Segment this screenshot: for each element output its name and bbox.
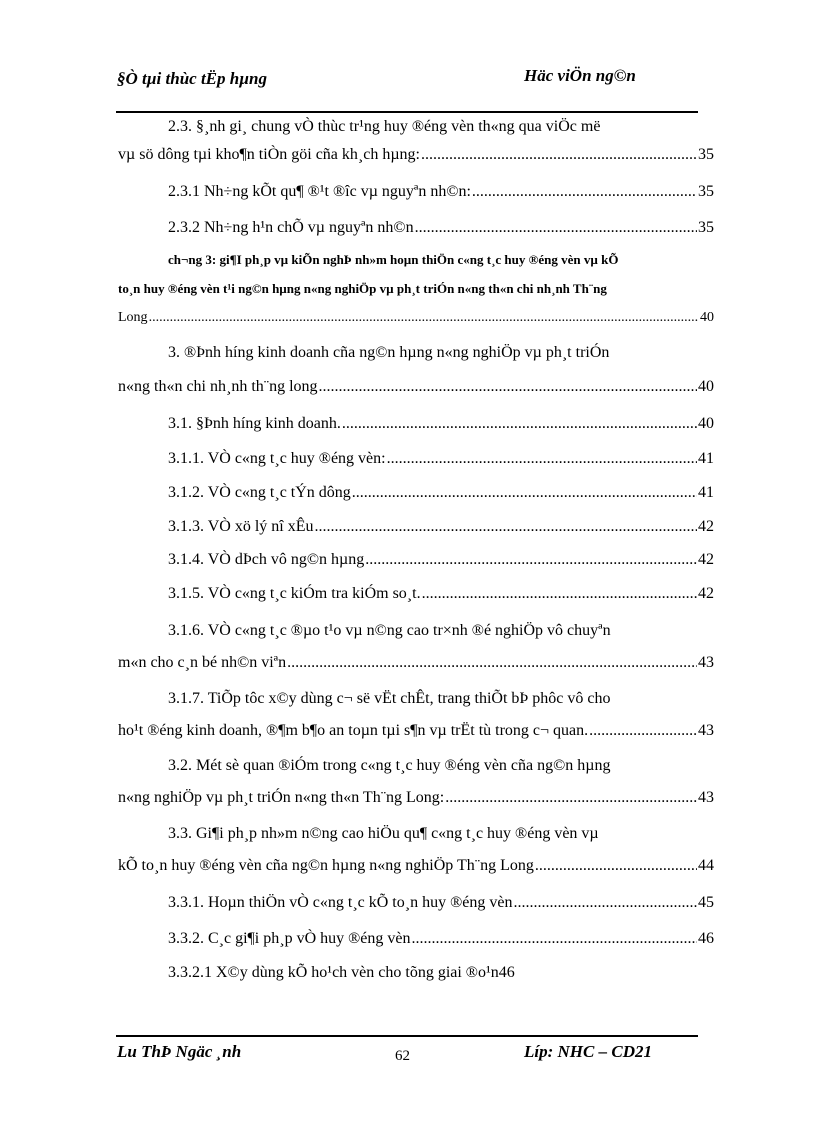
- toc-entry-text: 3.3.1. Hoµn thiÖn vÒ c«ng t¸c kÕ to¸n huy ®éng vèn: [168, 894, 513, 911]
- toc-leader: [513, 894, 697, 912]
- toc-entry-text: 3.1.5. VÒ c«ng t¸c kiÓm tra kiÓm so¸t.: [168, 585, 421, 602]
- toc-leader: [411, 930, 697, 948]
- toc-page-number: 41: [698, 450, 714, 467]
- toc-leader: [387, 450, 697, 468]
- footer-author: Lu ThÞ Ngäc ¸nh: [117, 1042, 242, 1061]
- toc-page-number: 41: [698, 484, 714, 501]
- toc-entry: [118, 757, 714, 817]
- toc-page-number: 40: [698, 378, 714, 395]
- toc-entry: [118, 894, 714, 912]
- toc-leader: [352, 484, 697, 502]
- toc-entry: [118, 825, 714, 885]
- toc-entry-text: 3.3. Gi¶i ph¸p nh»m n©ng cao hiÖu qu¶ c«ng t¸c huy ®éng vèn vµ: [168, 825, 599, 842]
- toc-entry: [118, 964, 714, 982]
- toc-page-number: 42: [698, 585, 714, 602]
- footer-rule: [116, 1035, 698, 1037]
- toc-entry: [118, 415, 714, 433]
- toc-entry: [118, 585, 714, 603]
- toc-entry: [118, 518, 714, 536]
- toc-leader: [319, 378, 697, 396]
- toc-entry: [118, 183, 714, 201]
- toc-page-number: 42: [698, 551, 714, 568]
- toc-entry-text: 3.3.2.1 X©y dùng kÕ ho¹ch vèn cho tõng giai ®o¹n46: [168, 964, 515, 981]
- toc-entry-text: to¸n huy ®éng vèn t¹i ng©n hµng n«ng nghiÖp vµ ph¸t triÓn n«ng th«n chi nh¸nh Th¨ng: [118, 281, 607, 296]
- toc-entry: [118, 344, 714, 406]
- toc-entry-text: 3.1.1. VÒ c«ng t¸c huy ®éng vèn:: [168, 450, 386, 467]
- toc-leader: [314, 518, 697, 536]
- toc-entry-text: 3.1.4. VÒ dÞch vô ng©n hµng: [168, 551, 365, 568]
- toc-page-number: 35: [698, 183, 714, 200]
- toc-leader: [472, 183, 697, 201]
- toc-entry-text: n«ng nghiÖp vµ ph¸t triÓn n«ng th«n Th¨ng Long:: [118, 789, 445, 806]
- toc-entry-text: 3.1.7. TiÕp tôc x©y dùng c¬ së vËt chÊt, trang thiÕt bÞ phôc vô cho: [168, 690, 611, 707]
- toc-entry: [118, 450, 714, 468]
- toc-page-number: 40: [700, 310, 714, 325]
- toc-page-number: 35: [698, 146, 714, 163]
- toc-leader: [422, 585, 697, 603]
- toc-leader: [149, 310, 699, 326]
- toc-entry-text: kÕ to¸n huy ®éng vèn cña ng©n hµng n«ng nghiÖp Th¨ng Long: [118, 857, 534, 874]
- toc-entry-text: 3. ®Þnh híng kinh doanh cña ng©n hµng n«ng nghiÖp vµ ph¸t triÓn: [168, 344, 610, 361]
- toc-entry: [118, 118, 714, 174]
- toc-leader: [421, 146, 697, 164]
- toc-entry-text: 3.3.2. C¸c gi¶i ph¸p vÒ huy ®éng vèn: [168, 930, 411, 947]
- toc-entry-text: 2.3. §¸nh gi¸ chung vÒ thùc tr¹ng huy ®éng vèn th«ng qua viÖc më: [168, 118, 601, 135]
- toc-leader: [342, 415, 697, 433]
- header-rule: [116, 111, 698, 113]
- toc-entry-text: n«ng th«n chi nh¸nh th¨ng long: [118, 378, 318, 395]
- toc-page-number: 43: [698, 654, 714, 671]
- toc-entry-text: Long: [118, 310, 148, 325]
- toc-page-number: 46: [698, 930, 714, 947]
- toc-page-number: 43: [698, 722, 714, 739]
- toc-entry-text: ho¹t ®éng kinh doanh, ®¶m b¶o an toµn tµi s¶n vµ trËt tù trong c¬ quan.: [118, 722, 589, 739]
- toc-entry: [118, 690, 714, 750]
- toc-entry-text: 3.1.6. VÒ c«ng t¸c ®µo t¹o vµ n©ng cao tr×nh ®é nghiÖp vô chuyªn: [168, 622, 611, 639]
- toc-entry: [118, 551, 714, 569]
- toc-entry-text: 3.1.3. VÒ xö lý nî xÊu: [168, 518, 314, 535]
- toc-entry-text: vµ sö dông tµi kho¶n tiÒn göi cña kh¸ch hµng:: [118, 146, 420, 163]
- toc-entry-text: 3.2. Mét sè quan ®iÓm trong c«ng t¸c huy ®éng vèn cña ng©n hµng: [168, 757, 611, 774]
- toc-entry-text: 2.3.1 Nh÷ng kÕt qu¶ ®¹t ®îc vµ nguyªn nh©n:: [168, 183, 471, 200]
- toc-entry: [118, 622, 714, 682]
- toc-leader: [589, 722, 697, 740]
- toc-page-number: 35: [698, 219, 714, 236]
- toc-page-number: 43: [698, 789, 714, 806]
- header-left-title: §Ò tµi thùc tËp hµng: [117, 69, 267, 88]
- toc-leader: [535, 857, 697, 875]
- toc-page-number: 42: [698, 518, 714, 535]
- toc-entry: [118, 484, 714, 502]
- header-right-title: Häc viÖn ng©n: [524, 66, 636, 85]
- footer-page-number: 62: [395, 1048, 410, 1064]
- toc-entry-text: 2.3.2 Nh÷ng h¹n chÕ vµ nguyªn nh©n: [168, 219, 414, 236]
- toc-page-number: 45: [698, 894, 714, 911]
- toc-entry: [118, 930, 714, 948]
- toc-leader: [287, 654, 697, 672]
- toc-leader: [365, 551, 697, 569]
- toc-leader: [415, 219, 697, 237]
- toc-entry: [118, 219, 714, 237]
- toc-entry-text: m«n cho c¸n bé nh©n viªn: [118, 654, 287, 671]
- toc-leader: [445, 789, 697, 807]
- toc-chapter-entry: [118, 252, 714, 339]
- toc-page-number: 40: [698, 415, 714, 432]
- footer-class: Líp: NHC – CD21: [524, 1042, 652, 1061]
- toc-entry-text: 3.1.2. VÒ c«ng t¸c tÝn dông: [168, 484, 351, 501]
- toc-entry-text: 3.1. §Þnh híng kinh doanh.: [168, 415, 341, 432]
- toc-entry-text: ch¬ng 3: gi¶I ph¸p vµ kiÕn nghÞ nh»m hoµn thiÖn c«ng t¸c huy ®éng vèn vµ kÕ: [168, 252, 619, 267]
- toc-page-number: 44: [698, 857, 714, 874]
